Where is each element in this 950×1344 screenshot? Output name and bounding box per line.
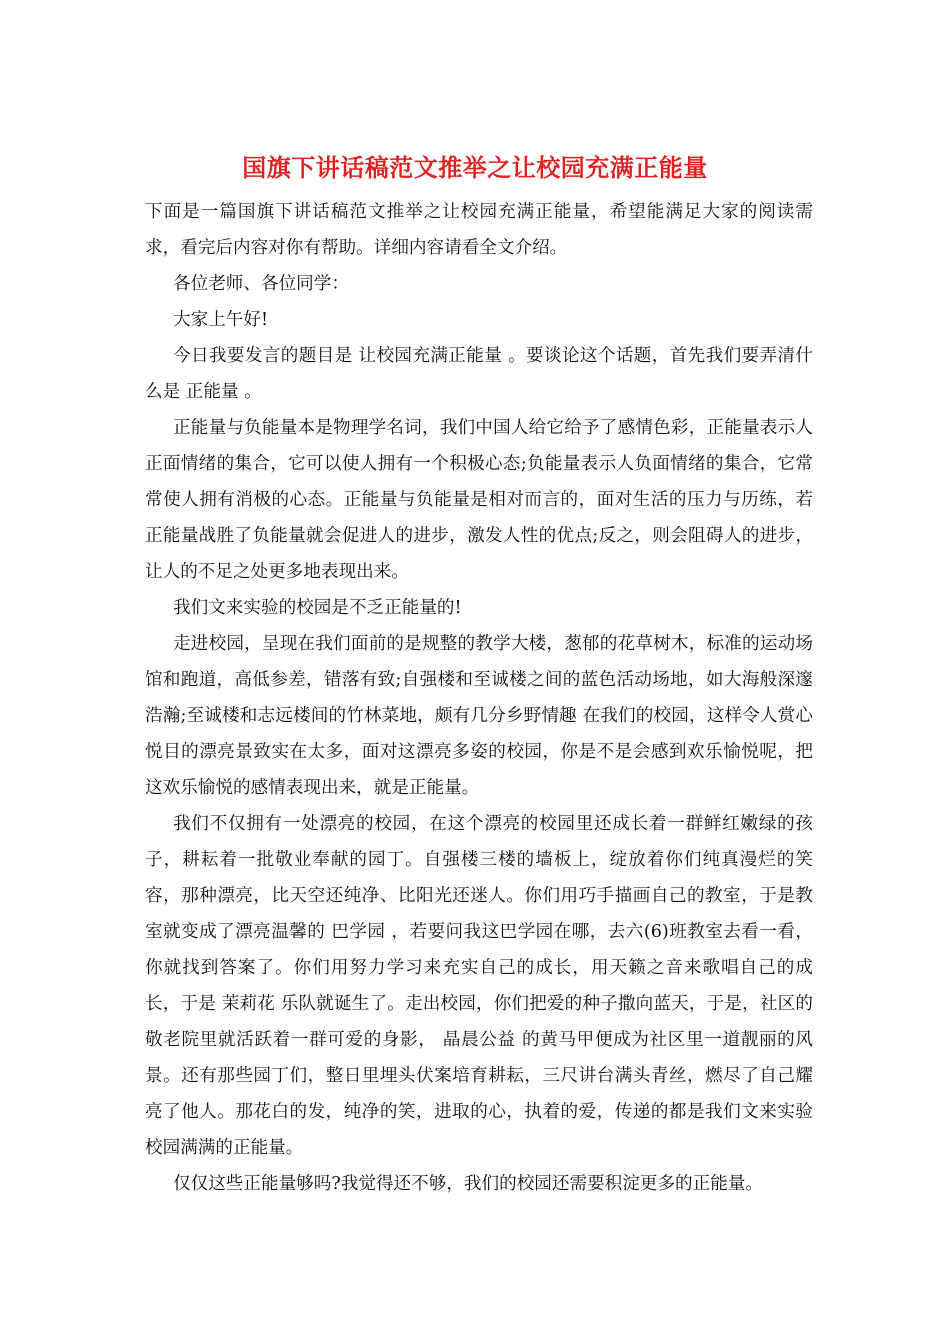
greeting-paragraph: 大家上午好! [173,310,269,330]
salutation-paragraph: 各位老师、各位同学： [173,274,349,294]
campus-scenery-paragraph: 走进校园，呈现在我们面前的是规整的教学大楼，葱郁的花草树木，标准的运动场馆和跑道，高低参差，错落有致;自强楼和至诚楼之间的蓝色活动场地，如大海般深邃浩瀚;至诚楼和志远楼间的竹林菜地，颇有几分乡野情趣 在我们的校园，这样令人赏心悦目的漂亮景致实在太多，面对这漂亮多姿的校园，你是不是会感到欢乐愉悦呢，把这欢乐愉悦的感情表现出来，就是正能量。 [145,634,813,798]
campus-statement-paragraph: 我们文来实验的校园是不乏正能量的! [173,598,462,618]
document-body [145,194,813,1202]
intro-paragraph: 下面是一篇国旗下讲话稿范文推举之让校园充满正能量，希望能满足大家的阅读需求，看完后内容对你有帮助。详细内容请看全文介绍。 [145,202,813,258]
definition-paragraph: 正能量与负能量本是物理学名词，我们中国人给它给予了感情色彩，正能量表示人正面情绪的集合，它可以使人拥有一个积极心态;负能量表示人负面情绪的集合，它常常使人拥有消极的心态。正能量与负能量是相对而言的，面对生活的压力与历练，若正能量战胜了负能量就会促进人的进步，激发人性的优点;反之，则会阻碍人的进步，让人的不足之处更多地表现出来。 [145,418,813,582]
document-title: 国旗下讲话稿范文推举之让校园充满正能量 [242,153,708,182]
closing-question-paragraph: 仅仅这些正能量够吗?我觉得还不够，我们的校园还需要积淀更多的正能量。 [173,1174,764,1194]
students-teachers-paragraph: 我们不仅拥有一处漂亮的校园，在这个漂亮的校园里还成长着一群鲜红嫩绿的孩子，耕耘着一批敬业奉献的园丁。自强楼三楼的墙板上，绽放着你们纯真漫烂的笑容，那种漂亮，比天空还纯净、比阳光还迷人。你们用巧手描画自己的教室，于是教室就变成了漂亮温馨的 巴学园 ，若要问我这巴学园在哪，去六(6)班教室去看一看，你就找到答案了。你们用努力学习来充实自己的成长，用天籁之音来歌唱自己的成长，于是 茉莉花 乐队就诞生了。走出校园，你们把爱的种子撒向蓝天，于是，社区的敬老院里就活跃着一群可爱的身影， 晶晨公益 的黄马甲便成为社区里一道靓丽的风景。还有那些园丁们，整日里埋头伏案培育耕耘，三尺讲台满头青丝，燃尽了自己耀亮了他人。那花白的发，纯净的笑，进取的心，执着的爱，传递的都是我们文来实验校园满满的正能量。 [145,814,813,1158]
topic-paragraph: 今日我要发言的题目是 让校园充满正能量 。要谈论这个话题，首先我们要弄清什么是 正能量 。 [145,346,813,402]
